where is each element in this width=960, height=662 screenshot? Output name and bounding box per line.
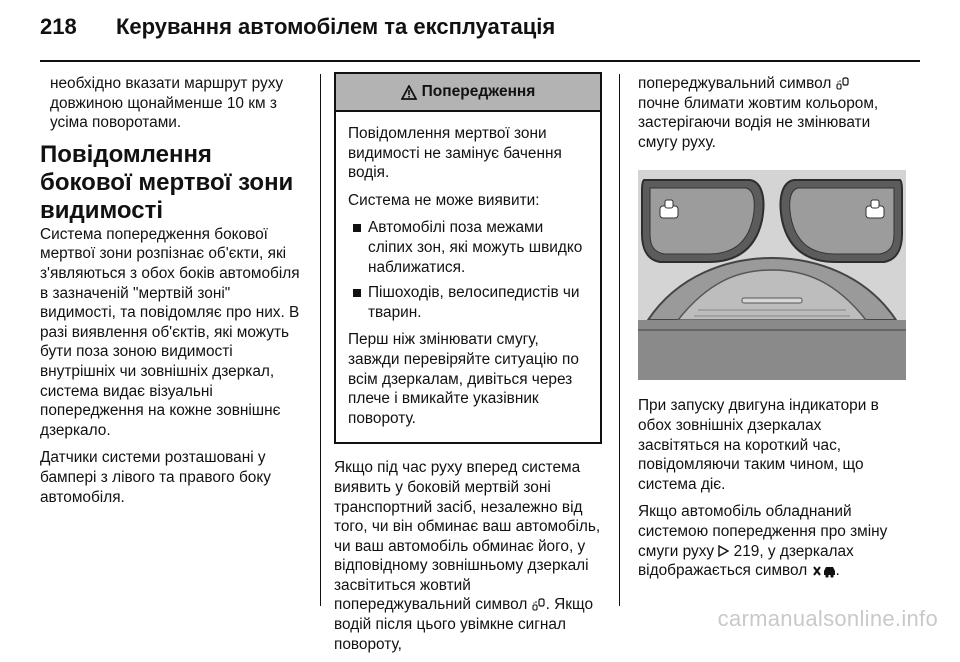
blind-spot-symbol-icon: [836, 77, 850, 91]
column-divider-left: [320, 74, 321, 606]
warning-triangle-icon: [401, 85, 417, 100]
column-2: [334, 74, 602, 662]
page-header: [40, 14, 920, 56]
warning-paragraph-2: Система не може виявити:: [348, 191, 540, 209]
warning-paragraph-3: Перш ніж змінювати смугу, завжди перевіряйте ситуацію по всім дзеркалам, дивіться через плече і вмикайте указівник повороту.: [348, 331, 579, 427]
warning-header: [336, 74, 600, 112]
blink-text-end: почне блимати жовтим кольором, застерігаючи водія не змінювати смугу руху.: [638, 94, 879, 151]
section-heading: Повідомлення бокової мертвої зони видимості: [40, 140, 294, 224]
mirrors-drawing: [638, 170, 906, 380]
lane-change-text-mid: , у дзеркалах відображається символ: [638, 542, 854, 580]
startup-paragraph: При запуску двигуна індикатори в обох зовнішніх дзеркалах засвітяться на короткий час, повідомляючи таким чином, що система діє.: [638, 397, 879, 493]
detection-text: Якщо під час руху вперед система виявить у боковій мертвій зоні транспортний засіб, незалежно від того, чи він обминає ваш автомобіль, чи ваш автомобіль обминає його, у відповідному зовнішньому дзеркалі засвітиться жовтий попереджувальний символ: [334, 459, 601, 614]
detection-text-end: . Якщо водій після цього увімкне сигнал повороту,: [334, 596, 594, 653]
detection-paragraph: [334, 458, 602, 654]
page-reference-number: 219: [733, 542, 760, 560]
warning-box: [334, 72, 602, 444]
warning-list-item: Автомобілі поза межами сліпих зон, які можуть швидко наближатися.: [348, 218, 588, 277]
lane-change-text: Якщо автомобіль обладнаний системою попередження про зміну смуги руху: [638, 503, 888, 560]
column-divider-right: [619, 74, 620, 606]
column-3: [638, 74, 906, 589]
column-1: [40, 74, 310, 515]
page-number: 218: [40, 14, 77, 39]
blind-spot-symbol-icon: [532, 598, 546, 612]
warning-list-item: Пішоходів, велосипедистів чи тварин.: [348, 283, 588, 322]
blink-paragraph: [638, 74, 906, 152]
header-divider: [40, 60, 920, 62]
warning-paragraph-1: Повідомлення мертвої зони видимості не замінує бачення водія.: [348, 125, 562, 182]
warning-body: [336, 112, 600, 442]
watermark: carmanualsonline.info: [717, 606, 938, 631]
warning-title: Попередження: [421, 83, 536, 101]
mirrors-illustration: [638, 170, 906, 380]
lane-change-symbol-icon: [812, 564, 836, 578]
blink-text: попереджувальний символ: [638, 75, 832, 92]
lane-change-paragraph: [638, 502, 906, 580]
page-reference-arrow-icon: [718, 545, 729, 557]
intro-paragraph: необхідно вказати маршрут руху довжиною щонайменше 10 км з усіма поворотами.: [50, 75, 284, 132]
sensors-paragraph: Датчики системи розташовані у бампері з лівого та правого боку автомобіля.: [40, 449, 271, 506]
description-paragraph: Система попередження бокової мертвої зони розпізнає об'єкти, які з'являються з обох боків автомобіля в зазначеній "мертвій зоні" видимості, та повідомляє про них. В разі виявлення об'єктів, які можуть бути поза зоною видимості внутрішніх чи зовнішніх дзеркал, система видає візуальні попередження на кожне зовнішнє дзеркало.: [40, 225, 300, 439]
lane-change-text-end: .: [835, 562, 840, 580]
page-title: Керування автомобілем та експлуатація: [116, 14, 556, 39]
warning-list: [348, 218, 588, 322]
